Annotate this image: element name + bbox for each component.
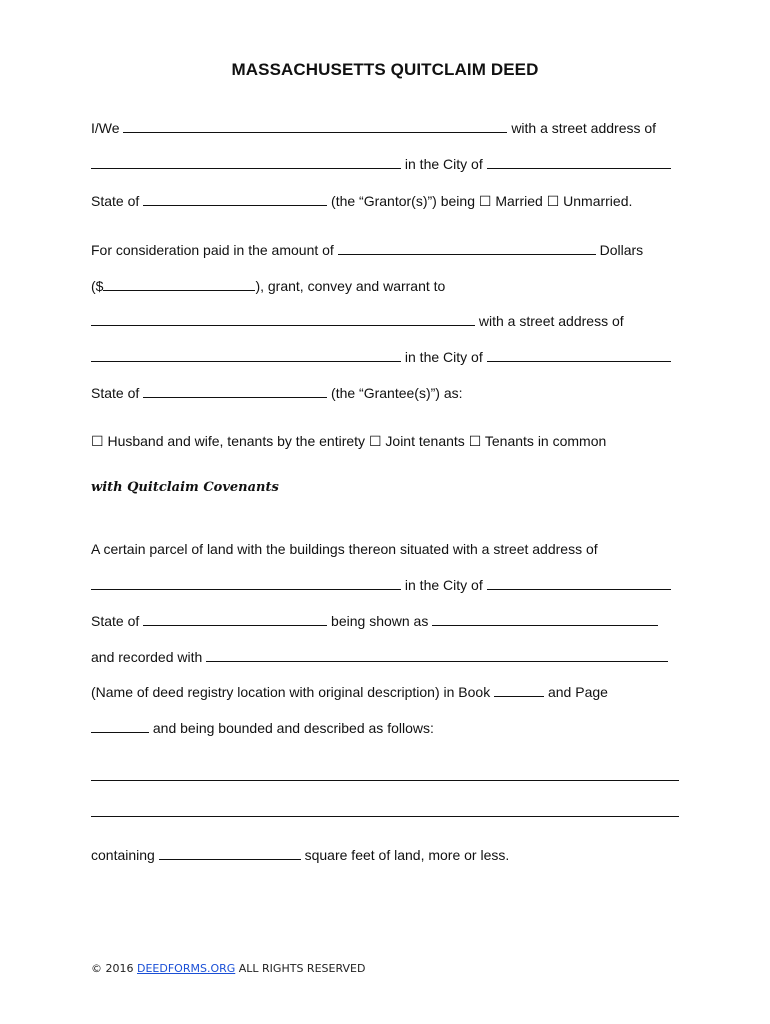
grantee-state-field[interactable] [143, 384, 327, 398]
married-checkbox[interactable]: ☐ [478, 193, 492, 209]
married-label: Married [495, 193, 543, 209]
consideration-label: For consideration paid in the amount of [91, 242, 334, 258]
page-label: and Page [547, 684, 608, 700]
consideration-amount-field[interactable] [103, 277, 255, 291]
grantee-line-3 [91, 384, 681, 402]
parcel-line-2 [91, 576, 681, 594]
grantee-city-field[interactable] [487, 348, 671, 362]
bounded-label: and being bounded and described as follows: [152, 720, 434, 736]
city-label: in the City of [404, 577, 483, 593]
parcel-line-6 [91, 719, 681, 737]
copyright-text: © 2016 [91, 962, 134, 975]
book-field[interactable] [494, 683, 544, 697]
description-line-2[interactable] [91, 816, 679, 817]
unmarried-checkbox[interactable]: ☐ [546, 193, 560, 209]
parcel-street-field[interactable] [91, 576, 401, 590]
joint-tenants-label: Joint tenants [385, 433, 465, 449]
grantee-label: (the “Grantee(s)”) as: [331, 385, 463, 401]
rights-text: ALL RIGHTS RESERVED [238, 962, 366, 975]
recorded-with-label: and recorded with [91, 649, 203, 665]
grantor-street-field[interactable] [91, 155, 401, 169]
consideration-words-field[interactable] [338, 241, 596, 255]
grantor-city-field[interactable] [487, 155, 671, 169]
street-address-label: with a street address of [478, 313, 624, 329]
grantor-line-3 [91, 192, 681, 210]
containing-label: containing [91, 847, 155, 863]
grantee-street-field[interactable] [91, 348, 401, 362]
joint-tenants-checkbox[interactable]: ☐ [368, 433, 382, 449]
grantor-line-2 [91, 155, 681, 173]
parcel-line-5 [91, 683, 681, 701]
parcel-intro: A certain parcel of land with the buildings thereon situated with a street address of [91, 541, 598, 557]
shown-as-field[interactable] [432, 612, 658, 626]
page-field[interactable] [91, 719, 149, 733]
grantee-line-1 [91, 312, 681, 330]
recorded-with-field[interactable] [206, 648, 668, 662]
containing-line [91, 846, 681, 864]
parcel-line-3 [91, 612, 681, 630]
covenants-heading: with Quitclaim Covenants [91, 480, 279, 495]
shown-as-label: being shown as [331, 613, 429, 629]
parcel-city-field[interactable] [487, 576, 671, 590]
iwe-label: I/We [91, 120, 120, 136]
grantee-name-field[interactable] [91, 312, 475, 326]
registry-note: (Name of deed registry location with original description) in Book [91, 684, 491, 700]
grantor-name-field[interactable] [123, 119, 507, 133]
parcel-state-field[interactable] [143, 612, 327, 626]
grant-text: ), grant, convey and warrant to [255, 278, 446, 294]
husband-wife-label: Husband and wife, tenants by the entirety [107, 433, 366, 449]
consideration-line-2 [91, 277, 681, 295]
dollars-label: Dollars [599, 242, 644, 258]
dollar-open-label: ($ [91, 278, 104, 294]
city-label: in the City of [404, 349, 483, 365]
husband-wife-checkbox[interactable]: ☐ [91, 433, 104, 449]
sqft-label: square feet of land, more or less. [304, 847, 510, 863]
grantor-line-1 [91, 119, 681, 137]
page-title: MASSACHUSETTS QUITCLAIM DEED [231, 60, 539, 79]
grantor-state-field[interactable] [143, 192, 327, 206]
consideration-line-1 [91, 241, 681, 259]
deedforms-link[interactable]: DEEDFORMS.ORG [137, 962, 236, 975]
street-address-label: with a street address of [511, 120, 657, 136]
parcel-line-4 [91, 648, 681, 666]
state-label: State of [91, 385, 140, 401]
grantor-label: (the “Grantor(s)”) being [331, 193, 475, 209]
tenancy-line [91, 432, 681, 450]
tenants-common-label: Tenants in common [484, 433, 607, 449]
grantee-line-2 [91, 348, 681, 366]
tenants-common-checkbox[interactable]: ☐ [468, 433, 482, 449]
square-feet-field[interactable] [159, 846, 301, 860]
description-line-1[interactable] [91, 780, 679, 781]
unmarried-label: Unmarried. [563, 193, 633, 209]
state-label: State of [91, 193, 140, 209]
footer [91, 962, 365, 975]
city-label: in the City of [404, 156, 483, 172]
state-label: State of [91, 613, 140, 629]
